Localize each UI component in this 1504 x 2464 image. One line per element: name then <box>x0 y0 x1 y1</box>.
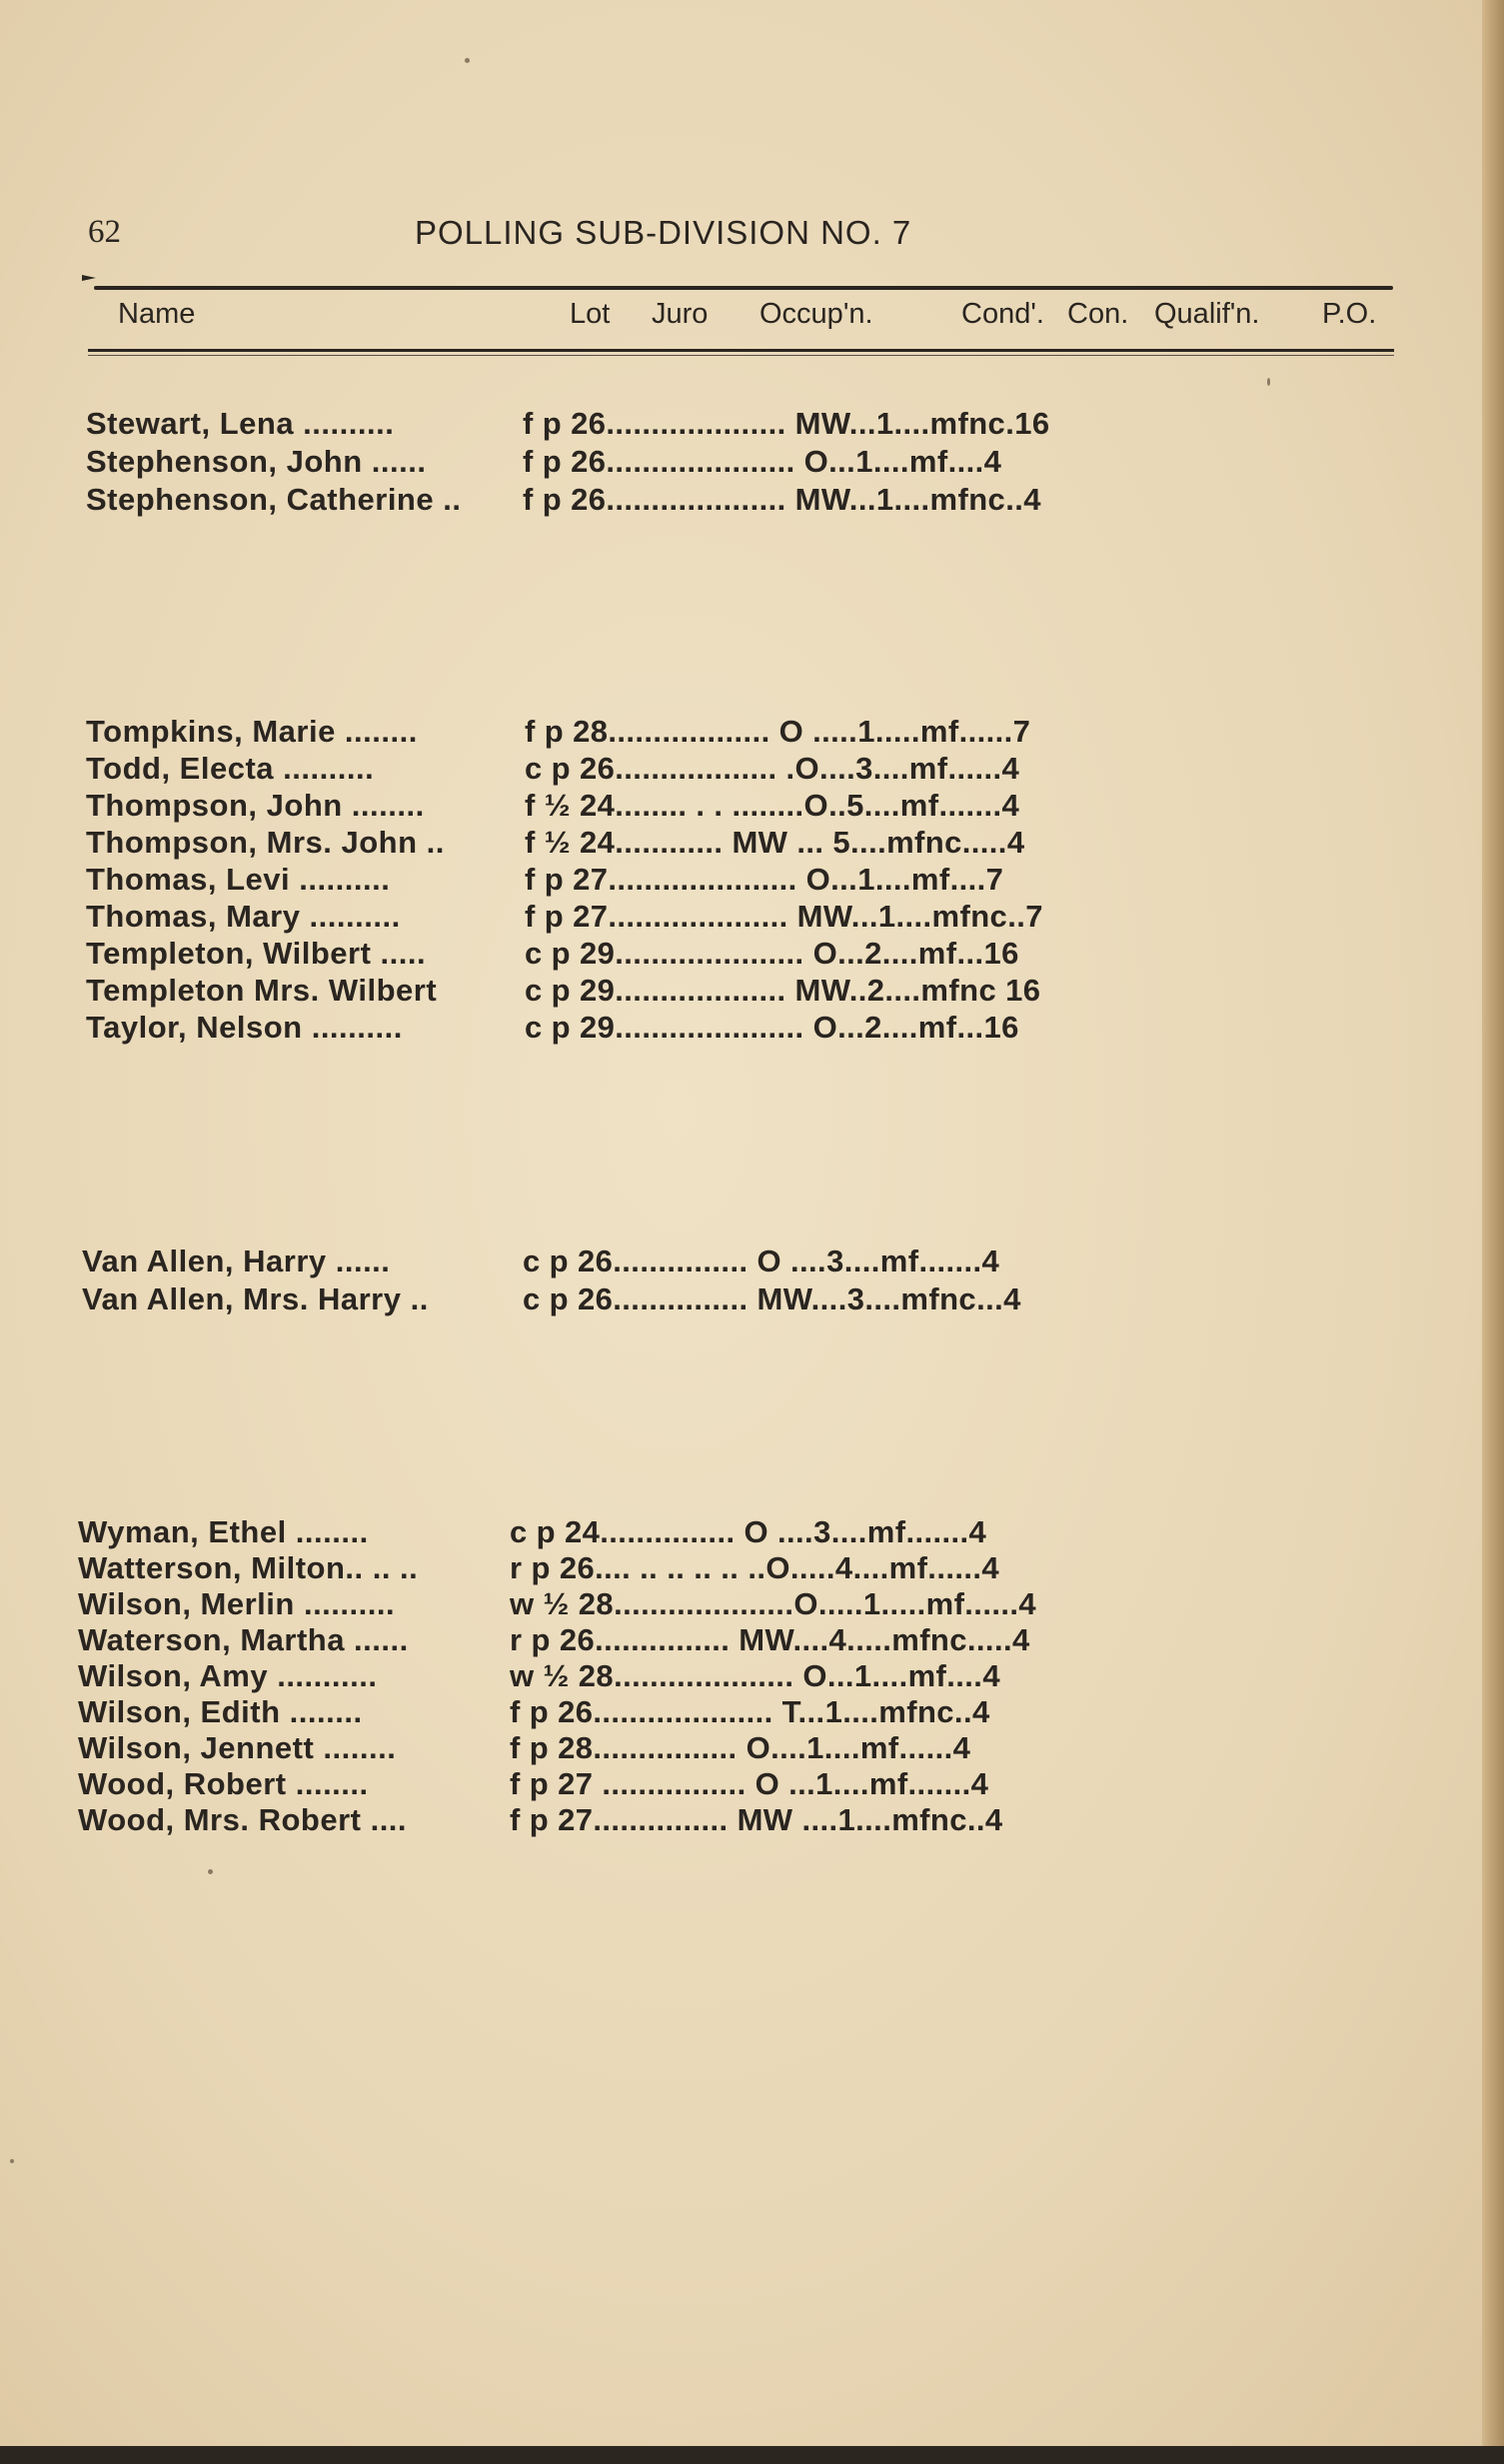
voter-details: f ½ 24............ MW ... 5....mfnc.....4 <box>525 825 1025 860</box>
voter-details: f p 26.................... MW...1....mfnc.16 <box>523 406 1050 441</box>
header-con: Con. <box>1067 298 1129 330</box>
header-post-office: P.O. <box>1322 298 1377 330</box>
voter-name: Stephenson, John ...... <box>86 444 427 479</box>
voter-name: Thompson, John ........ <box>86 788 425 823</box>
page-number: 62 <box>88 214 121 250</box>
voter-details: f p 26..................... O...1....mf....4 <box>523 444 1002 479</box>
list-item <box>0 1242 1504 1280</box>
list-item <box>0 443 1504 481</box>
header-underline-thin <box>88 355 1394 356</box>
voter-name: Templeton, Wilbert ..... <box>86 936 427 971</box>
page-title: POLLING SUB-DIVISION NO. 7 <box>415 214 912 251</box>
voter-details: w ½ 28....................O.....1.....mf......4 <box>510 1586 1037 1621</box>
header-underline <box>88 349 1394 352</box>
header-name: Name <box>118 298 196 330</box>
voter-details: f ½ 24........ . . ........O..5....mf.......4 <box>525 788 1020 823</box>
paper-speck <box>208 1869 213 1874</box>
list-item <box>0 1657 1504 1695</box>
list-item <box>0 1765 1504 1803</box>
voter-name: Todd, Electa .......... <box>86 751 375 786</box>
column-headers <box>0 298 1504 338</box>
voter-details: c p 29..................... O...2....mf...16 <box>525 936 1019 971</box>
list-item <box>0 787 1504 825</box>
voter-details: c p 26.................. .O....3....mf......4 <box>525 751 1020 786</box>
voter-details: r p 26.... .. .. .. .. ..O.....4....mf......4 <box>510 1550 1000 1585</box>
voter-name: Wilson, Merlin .......... <box>78 1586 396 1621</box>
list-item <box>0 1513 1504 1551</box>
voter-details: c p 29................... MW..2....mfnc 16 <box>525 973 1041 1008</box>
header-lot: Lot <box>570 298 611 330</box>
list-item <box>0 405 1504 443</box>
voter-details: r p 26............... MW....4.....mfnc.....4 <box>510 1622 1030 1657</box>
list-item <box>0 972 1504 1010</box>
voter-name: Van Allen, Harry ...... <box>82 1243 391 1278</box>
list-item <box>0 898 1504 936</box>
voter-name: Thomas, Mary .......... <box>86 899 401 934</box>
voter-name: Watterson, Milton.. .. .. <box>78 1550 419 1585</box>
voter-name: Wyman, Ethel ........ <box>78 1514 369 1549</box>
voter-details: f p 28................ O....1....mf......4 <box>510 1730 971 1765</box>
voter-name: Thompson, Mrs. John .. <box>86 825 445 860</box>
header-rule <box>94 286 1393 290</box>
list-item <box>0 1621 1504 1659</box>
paper-speck <box>10 2159 14 2163</box>
list-item <box>0 824 1504 862</box>
voter-details: c p 29..................... O...2....mf...16 <box>525 1010 1019 1045</box>
header-juro: Juro <box>652 298 709 330</box>
voter-name: Wood, Robert ........ <box>78 1766 369 1801</box>
list-item <box>0 1280 1504 1318</box>
voter-details: f p 27 ................ O ...1....mf.......4 <box>510 1766 989 1801</box>
voter-name: Stephenson, Catherine .. <box>86 482 462 517</box>
list-item <box>0 1009 1504 1047</box>
voter-name: Taylor, Nelson .......... <box>86 1010 403 1045</box>
voter-name: Tompkins, Marie ........ <box>86 714 418 749</box>
voter-details: f p 27............... MW ....1....mfnc..4 <box>510 1802 1003 1837</box>
header-occupation: Occup'n. <box>759 298 873 330</box>
voter-name: Templeton Mrs. Wilbert <box>86 973 438 1008</box>
list-item <box>0 713 1504 751</box>
voter-details: f p 27.................... MW...1....mfnc..7 <box>525 899 1043 934</box>
list-item <box>0 1729 1504 1767</box>
paper-speck <box>465 58 470 63</box>
voter-name: Waterson, Martha ...... <box>78 1622 409 1657</box>
voter-name: Wilson, Edith ........ <box>78 1694 363 1729</box>
voter-details: c p 26............... MW....3....mfnc...4 <box>523 1281 1021 1316</box>
voter-details: c p 26............... O ....3....mf.......4 <box>523 1243 1000 1278</box>
voter-details: f p 26.................... MW...1....mfnc..4 <box>523 482 1041 517</box>
list-item <box>0 1585 1504 1623</box>
voter-name: Van Allen, Mrs. Harry .. <box>82 1281 429 1316</box>
voter-details: w ½ 28.................... O...1....mf....4 <box>510 1658 1000 1693</box>
list-item <box>0 861 1504 899</box>
list-item <box>0 1549 1504 1587</box>
voter-details: c p 24............... O ....3....mf.......4 <box>510 1514 987 1549</box>
list-item <box>0 1801 1504 1839</box>
voter-details: f p 26.................... T...1....mfnc..4 <box>510 1694 990 1729</box>
list-item <box>0 1693 1504 1731</box>
arrow-icon <box>82 273 100 283</box>
list-item <box>0 935 1504 973</box>
voter-name: Wilson, Jennett ........ <box>78 1730 397 1765</box>
voter-details: f p 28.................. O .....1.....mf......7 <box>525 714 1031 749</box>
voter-details: f p 27..................... O...1....mf....7 <box>525 862 1004 897</box>
list-item <box>0 481 1504 519</box>
voter-name: Thomas, Levi .......... <box>86 862 391 897</box>
voter-name: Wood, Mrs. Robert .... <box>78 1802 408 1837</box>
paper-speck <box>1267 378 1270 386</box>
header-qualification: Qualif'n. <box>1154 298 1260 330</box>
header-condition: Cond'. <box>961 298 1044 330</box>
list-item <box>0 750 1504 788</box>
voter-name: Wilson, Amy ........... <box>78 1658 378 1693</box>
page-edge-shadow <box>1482 0 1504 2464</box>
scan-border <box>0 2446 1504 2464</box>
voter-name: Stewart, Lena .......... <box>86 406 395 441</box>
